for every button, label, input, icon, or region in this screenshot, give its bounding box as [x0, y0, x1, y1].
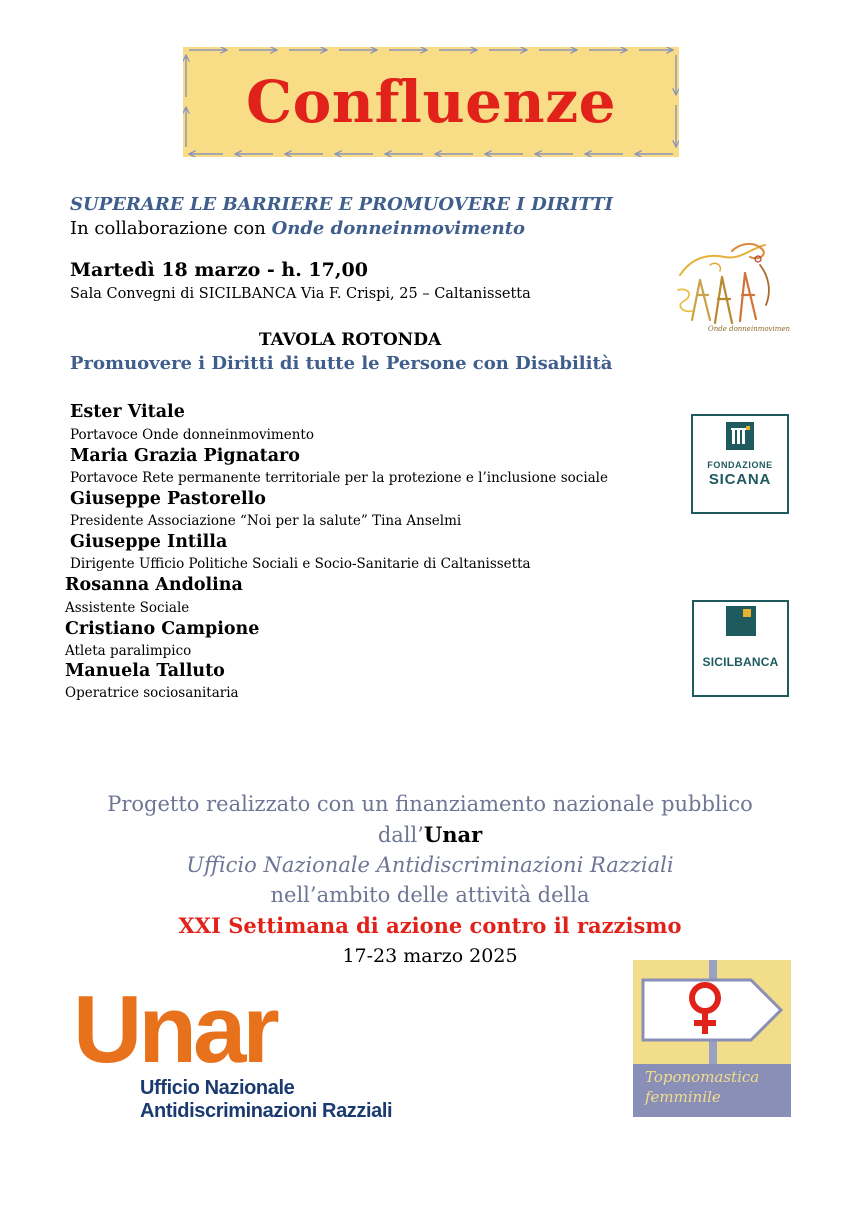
unar-wordmark: Unar: [73, 976, 276, 1083]
fondazione-sicana-logo: [691, 414, 789, 514]
title-banner: [183, 47, 679, 157]
speaker-role: Portavoce Rete permanente territoriale per la protezione e l’inclusione sociale: [70, 470, 608, 486]
funding-prefix: dall’: [377, 823, 424, 847]
topo-line-2: femminile: [645, 1088, 721, 1106]
funding-line-4: nell’ambito delle attività della: [270, 883, 590, 907]
speaker-role: Presidente Associazione “Noi per la salute” Tina Anselmi: [70, 513, 462, 529]
funding-line-3: Ufficio Nazionale Antidiscriminazioni Razziali: [186, 853, 674, 877]
topo-line-1: Toponomastica: [645, 1068, 760, 1086]
speaker-name: Maria Grazia Pignataro: [70, 446, 300, 466]
sicilbanca-name: SICILBANCA: [702, 655, 779, 669]
dancers-icon: [670, 235, 790, 335]
speaker-role: Operatrice sociosanitaria: [65, 685, 239, 701]
round-table-title: TAVOLA ROTONDA: [258, 330, 442, 350]
round-table-subtitle: Promuovere i Diritti di tutte le Persone con Disabilità: [70, 353, 613, 374]
funding-line-2: [0, 822, 860, 847]
speaker-role: Dirigente Ufficio Politiche Sociali e Socio-Sanitarie di Caltanissetta: [70, 556, 531, 572]
toponomastica-femminile-logo: [633, 960, 791, 1117]
speaker-role: Assistente Sociale: [65, 600, 190, 616]
collaboration-prefix: In collaborazione con: [70, 218, 266, 239]
unar-logo: [73, 976, 443, 1130]
sicana-line-2: SICANA: [708, 471, 772, 488]
funding-dates: 17-23 marzo 2025: [342, 945, 518, 967]
sicilbanca-mark-icon: [726, 606, 756, 636]
collaboration-partner: Onde donneinmovimento: [271, 218, 526, 239]
unar-line-1: Ufficio Nazionale: [140, 1077, 295, 1099]
unar-line-2: Antidiscriminazioni Razziali: [140, 1100, 393, 1122]
funding-line-1: Progetto realizzato con un finanziamento nazionale pubblico: [107, 792, 753, 816]
event-subtitle: SUPERARE LE BARRIERE E PROMUOVERE I DIRITTI: [70, 194, 614, 215]
collaboration-line: [70, 218, 525, 239]
event-venue: Sala Convegni di SICILBANCA Via F. Crispi, 25 – Caltanissetta: [70, 286, 531, 302]
funding-line-5: XXI Settimana di azione contro il razzismo: [178, 913, 682, 938]
signpost-icon: [633, 960, 791, 1117]
speaker-role: Portavoce Onde donneinmovimento: [70, 427, 314, 443]
sicilbanca-logo: [692, 600, 789, 697]
speaker-role: Atleta paralimpico: [65, 643, 192, 659]
funding-unar: Unar: [423, 822, 483, 847]
speaker-name: Manuela Talluto: [65, 661, 225, 681]
speaker-name: Giuseppe Pastorello: [70, 489, 266, 509]
speaker-name: Ester Vitale: [70, 402, 185, 422]
onde-donneinmovimento-logo: [670, 235, 790, 335]
sicana-line-1: FONDAZIONE: [707, 460, 773, 470]
speaker-name: Giuseppe Intilla: [70, 532, 228, 552]
speaker-name: Cristiano Campione: [65, 619, 260, 639]
event-date: Martedì 18 marzo - h. 17,00: [70, 259, 368, 281]
speaker-name: Rosanna Andolina: [65, 575, 243, 595]
sicana-mark-icon: [726, 422, 754, 450]
onde-caption: Onde donneinmovimento: [708, 325, 790, 333]
page-title: Confluenze: [245, 68, 617, 136]
